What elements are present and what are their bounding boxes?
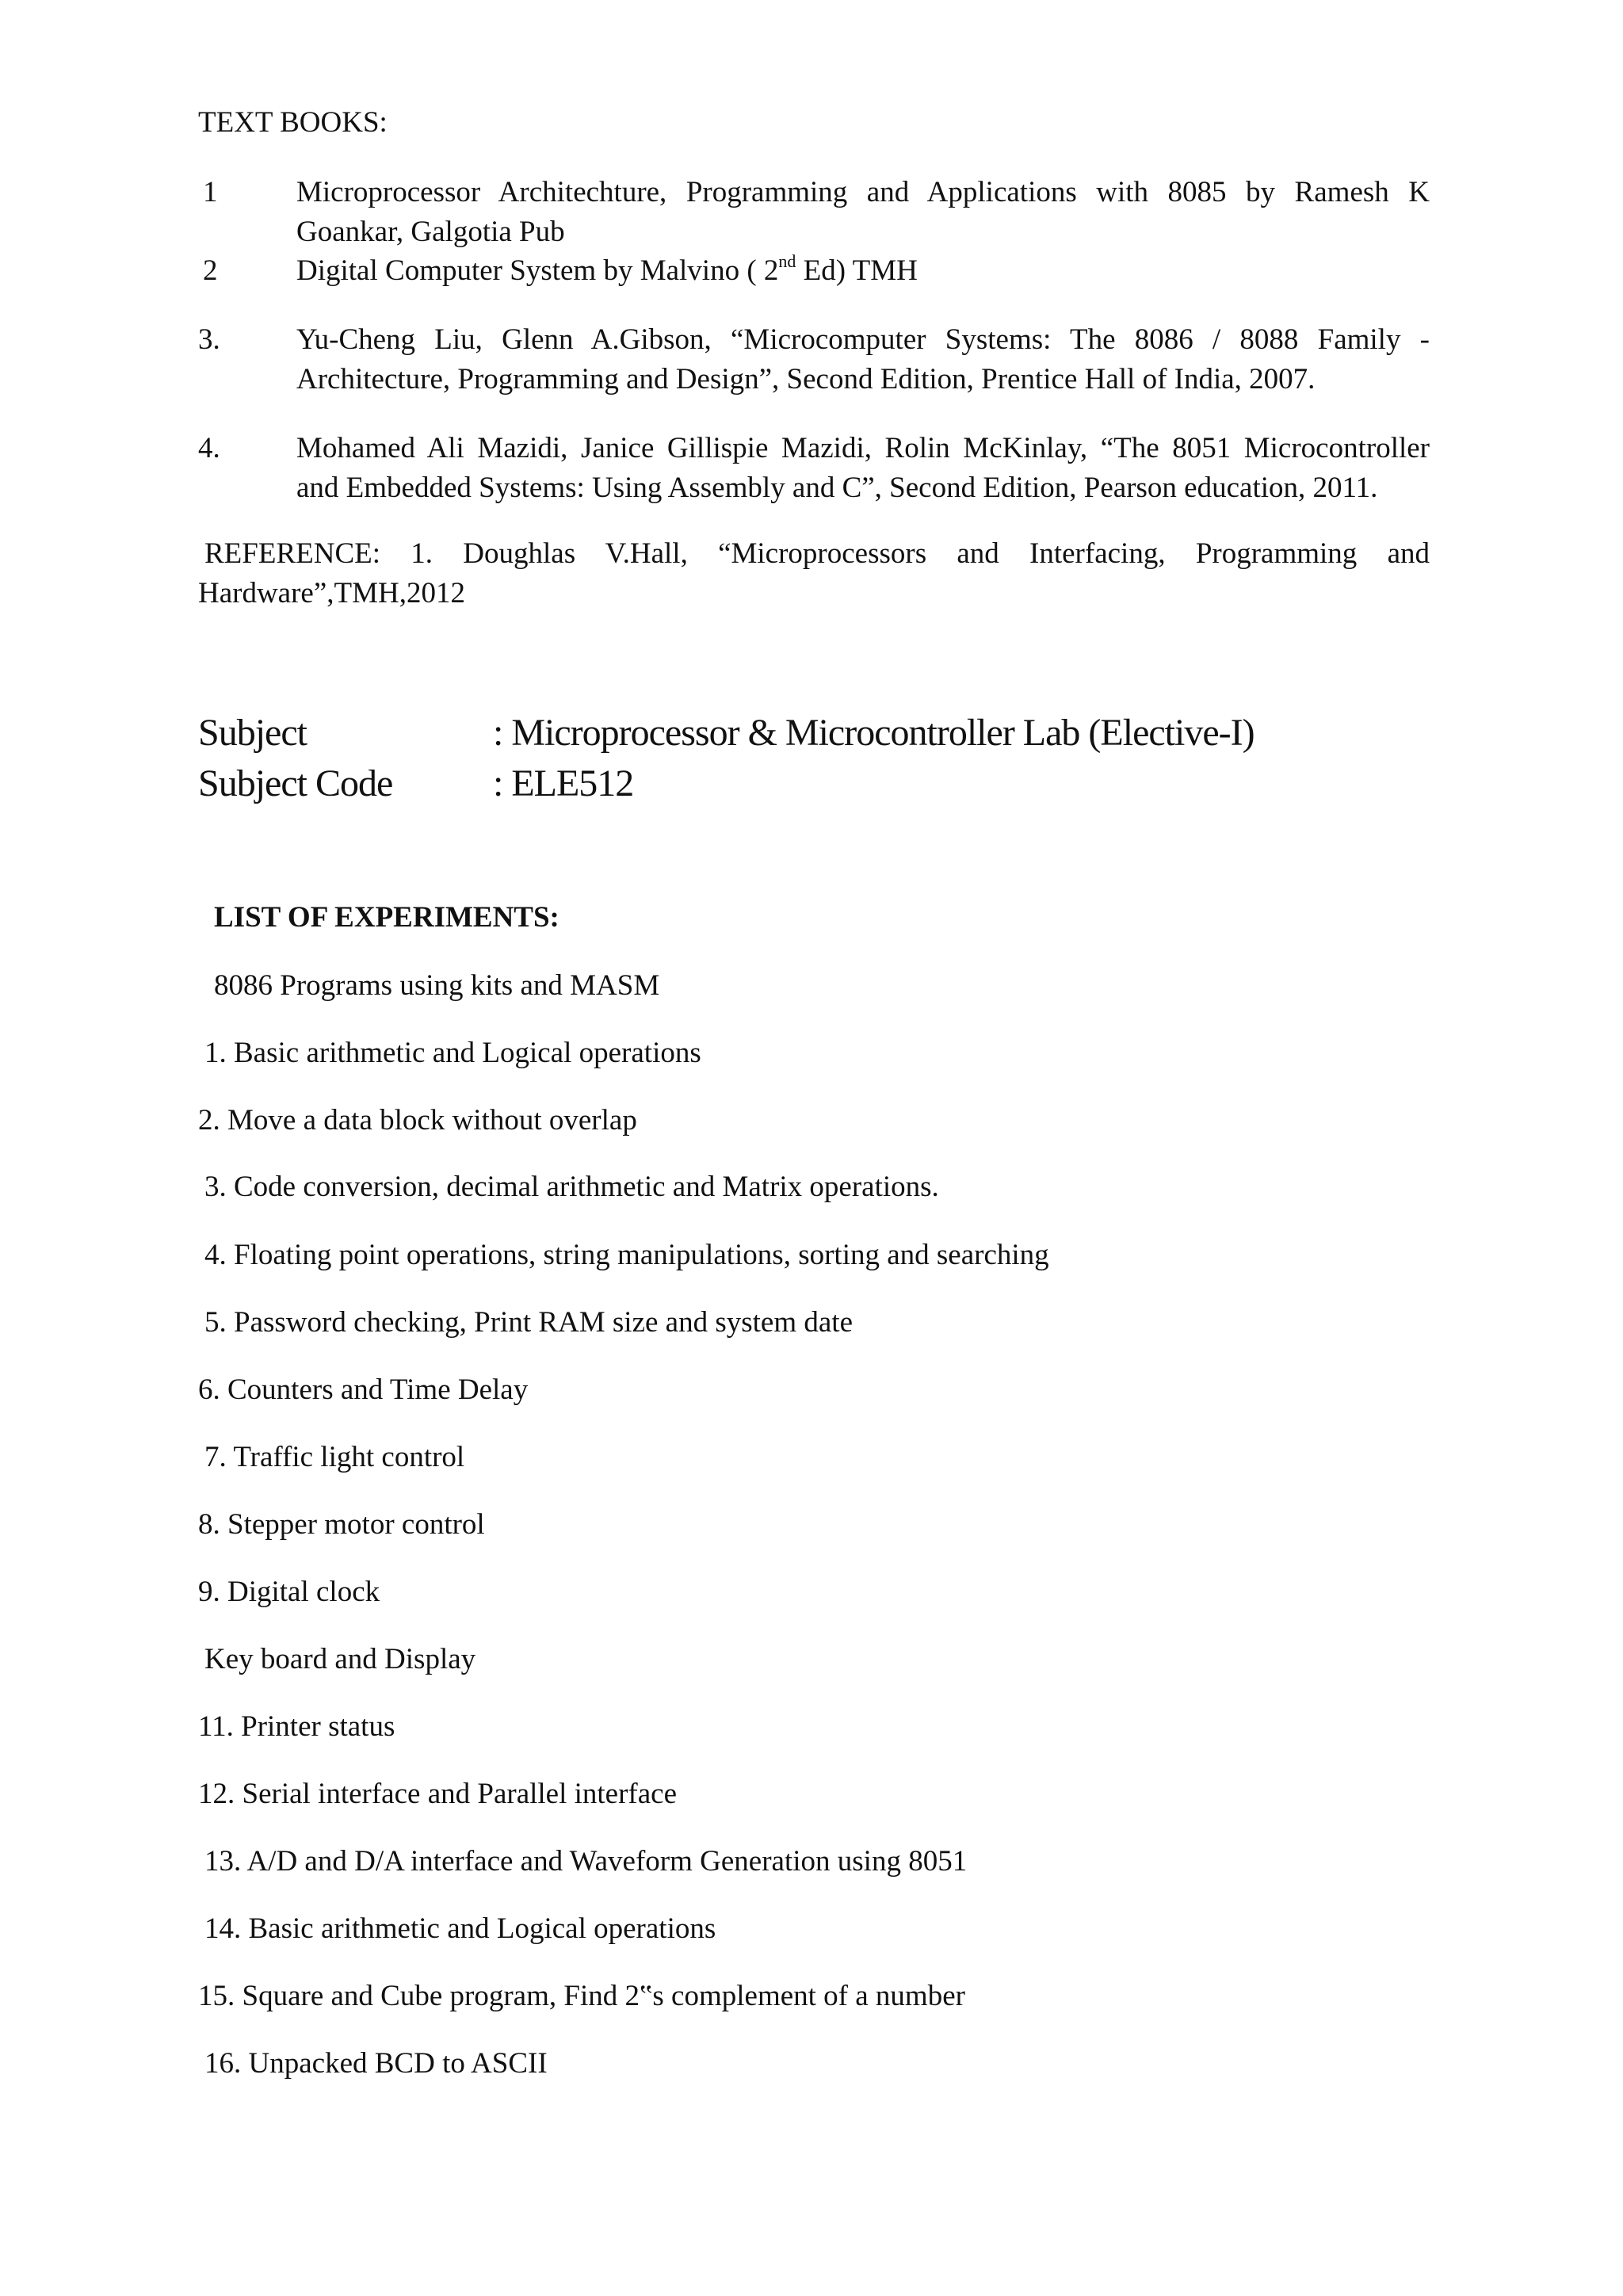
textbook-number: 4. — [198, 432, 220, 464]
experiment-item: 9. Digital clock — [198, 1576, 380, 1608]
experiment-item: 3. Code conversion, decimal arithmetic and Matrix operations. — [204, 1171, 939, 1203]
textbooks-heading: TEXT BOOKS: — [198, 106, 388, 139]
subject-value: : Microprocessor & Microcontroller Lab (Elective-I) — [493, 712, 1254, 754]
experiment-item: 16. Unpacked BCD to ASCII — [204, 2047, 548, 2080]
textbook-line: Microprocessor Architechture, Programming and Applications with 8085 by Ramesh K — [296, 176, 1430, 208]
textbook-line: Architecture, Programming and Design”, Second Edition, Prentice Hall of India, 2007. — [296, 363, 1316, 395]
experiments-heading: LIST OF EXPERIMENTS: — [214, 901, 559, 934]
textbook-number: 2 — [203, 254, 218, 287]
textbook-line: Yu-Cheng Liu, Glenn A.Gibson, “Microcomputer Systems: The 8086 / 8088 Family - — [296, 323, 1430, 356]
textbook-number: 1 — [203, 176, 218, 208]
subject-code-label: Subject Code — [198, 762, 393, 804]
reference-line: REFERENCE: 1. Doughlas V.Hall, “Microprocessors and Interfacing, Programming and — [204, 537, 1430, 570]
experiments-intro: 8086 Programs using kits and MASM — [214, 969, 660, 1002]
experiment-item: 1. Basic arithmetic and Logical operations — [204, 1037, 701, 1069]
reference-line: Hardware”,TMH,2012 — [198, 577, 465, 609]
experiment-item: 14. Basic arithmetic and Logical operations — [204, 1912, 716, 1945]
textbook-line: Mohamed Ali Mazidi, Janice Gillispie Mazidi, Rolin McKinlay, “The 8051 Microcontroller — [296, 432, 1430, 464]
subject-code-value: : ELE512 — [493, 762, 634, 804]
textbook-entry — [296, 429, 1430, 508]
experiment-item: 4. Floating point operations, string manipulations, sorting and searching — [204, 1239, 1049, 1271]
experiment-item: 11. Printer status — [198, 1710, 395, 1743]
experiment-item: 8. Stepper motor control — [198, 1508, 485, 1541]
textbook-number: 3. — [198, 323, 220, 356]
textbook-entry — [296, 173, 1430, 252]
experiment-item: 12. Serial interface and Parallel interface — [198, 1778, 678, 1810]
experiment-item: 5. Password checking, Print RAM size and system date — [204, 1306, 853, 1339]
experiment-item: Key board and Display — [204, 1643, 476, 1675]
experiment-item: 15. Square and Cube program, Find 2‟s complement of a number — [198, 1980, 965, 2012]
experiment-item: 7. Traffic light control — [204, 1441, 465, 1473]
subject-label: Subject — [198, 712, 307, 754]
textbook-line: Goankar, Galgotia Pub — [296, 216, 565, 248]
textbook-line: and Embedded Systems: Using Assembly and C”, Second Edition, Pearson education, 2011. — [296, 472, 1378, 504]
textbook-entry — [296, 320, 1430, 399]
experiment-item: 13. A/D and D/A interface and Waveform Generation using 8051 — [204, 1845, 968, 1878]
textbook-entry — [296, 251, 1430, 291]
textbook-line: Digital Computer System by Malvino ( 2nd Ed) TMH — [296, 251, 918, 287]
experiment-item: 2. Move a data block without overlap — [198, 1104, 637, 1137]
experiment-item: 6. Counters and Time Delay — [198, 1373, 529, 1406]
